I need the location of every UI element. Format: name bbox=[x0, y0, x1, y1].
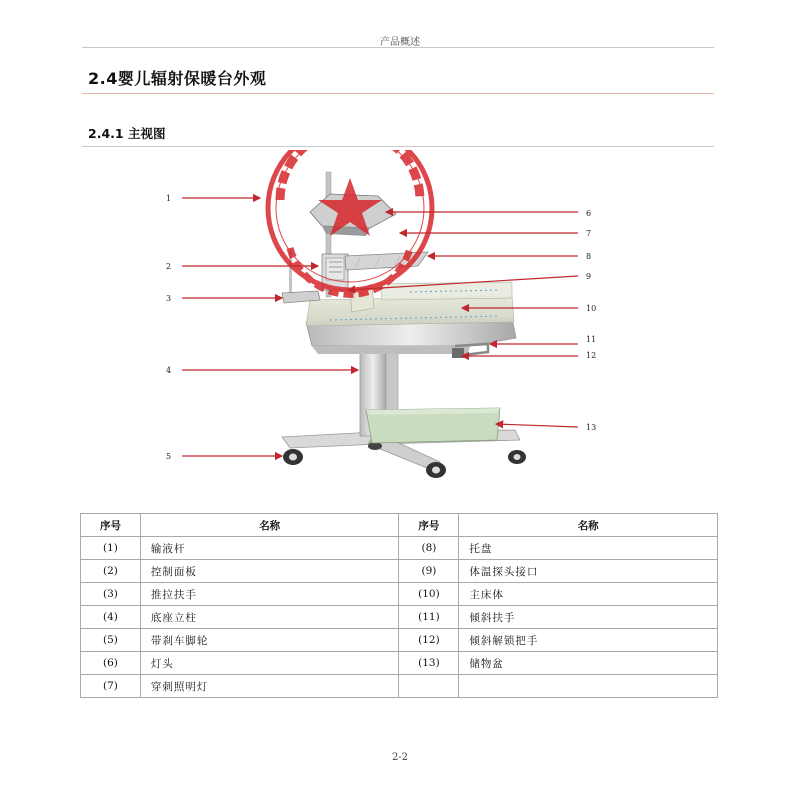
callout-10: 10 bbox=[586, 304, 597, 313]
callout-2: 2 bbox=[166, 262, 172, 271]
table-cell-name: 推拉扶手 bbox=[140, 583, 399, 606]
table-cell-name: 主床体 bbox=[459, 583, 718, 606]
callout-6: 6 bbox=[586, 209, 592, 218]
callout-1: 1 bbox=[166, 194, 172, 203]
table-row bbox=[81, 583, 718, 606]
table-cell-name bbox=[459, 675, 718, 698]
table-cell-name: 穿刺照明灯 bbox=[140, 675, 399, 698]
table-cell-index: (7) bbox=[81, 675, 141, 698]
column-header-name: 名称 bbox=[459, 514, 718, 537]
warmer-illustration bbox=[0, 150, 800, 490]
table-row bbox=[81, 606, 718, 629]
callout-9: 9 bbox=[586, 272, 592, 281]
table-cell-index: (3) bbox=[81, 583, 141, 606]
callout-12: 12 bbox=[586, 351, 597, 360]
column-header-index: 序号 bbox=[81, 514, 141, 537]
table-cell-name: 倾斜扶手 bbox=[459, 606, 718, 629]
warmer-front-view-figure bbox=[0, 150, 800, 490]
table-cell-index: (11) bbox=[399, 606, 459, 629]
table-header-row bbox=[81, 514, 718, 537]
storage-basin bbox=[366, 408, 500, 443]
subsection-title: 2.4.1 主视图 bbox=[88, 126, 166, 141]
table-cell-index: (10) bbox=[399, 583, 459, 606]
table-cell-index: (9) bbox=[399, 560, 459, 583]
callout-4: 4 bbox=[166, 366, 172, 375]
table-cell-index: (2) bbox=[81, 560, 141, 583]
table-cell-name: 托盘 bbox=[459, 537, 718, 560]
callout-5: 5 bbox=[166, 452, 172, 461]
page-number: 2-2 bbox=[391, 752, 409, 763]
callout-7: 7 bbox=[586, 229, 592, 238]
table-cell-index: (8) bbox=[399, 537, 459, 560]
column-header-index: 序号 bbox=[399, 514, 459, 537]
subsection-divider bbox=[82, 146, 714, 147]
section-title: 2.4婴儿辐射保暖台外观 bbox=[88, 69, 267, 88]
table-cell-name: 储物盆 bbox=[459, 652, 718, 675]
header-divider bbox=[82, 47, 714, 48]
column-header-name: 名称 bbox=[140, 514, 399, 537]
table-cell-name: 控制面板 bbox=[140, 560, 399, 583]
callout-13: 13 bbox=[586, 423, 597, 432]
table-cell-index: (12) bbox=[399, 629, 459, 652]
table-cell-index: (1) bbox=[81, 537, 141, 560]
table-cell-name: 带刹车脚轮 bbox=[140, 629, 399, 652]
table-row bbox=[81, 537, 718, 560]
table-cell-name: 体温探头接口 bbox=[459, 560, 718, 583]
section-divider bbox=[82, 93, 714, 94]
table-cell-name: 底座立柱 bbox=[140, 606, 399, 629]
table-cell-name: 倾斜解锁把手 bbox=[459, 629, 718, 652]
table-row bbox=[81, 629, 718, 652]
callout-11: 11 bbox=[586, 335, 597, 344]
callout-3: 3 bbox=[166, 294, 172, 303]
table-row bbox=[81, 675, 718, 698]
table-row bbox=[81, 560, 718, 583]
table-cell-index: (6) bbox=[81, 652, 141, 675]
table-cell-index: (5) bbox=[81, 629, 141, 652]
table-cell-name: 输液杆 bbox=[140, 537, 399, 560]
table-cell-index: (4) bbox=[81, 606, 141, 629]
page-header: 产品概述 bbox=[380, 37, 420, 48]
table-cell-index: (13) bbox=[399, 652, 459, 675]
table-row bbox=[81, 652, 718, 675]
table-cell-name: 灯头 bbox=[140, 652, 399, 675]
callout-8: 8 bbox=[586, 252, 592, 261]
parts-table bbox=[80, 513, 718, 698]
table-cell-index bbox=[399, 675, 459, 698]
